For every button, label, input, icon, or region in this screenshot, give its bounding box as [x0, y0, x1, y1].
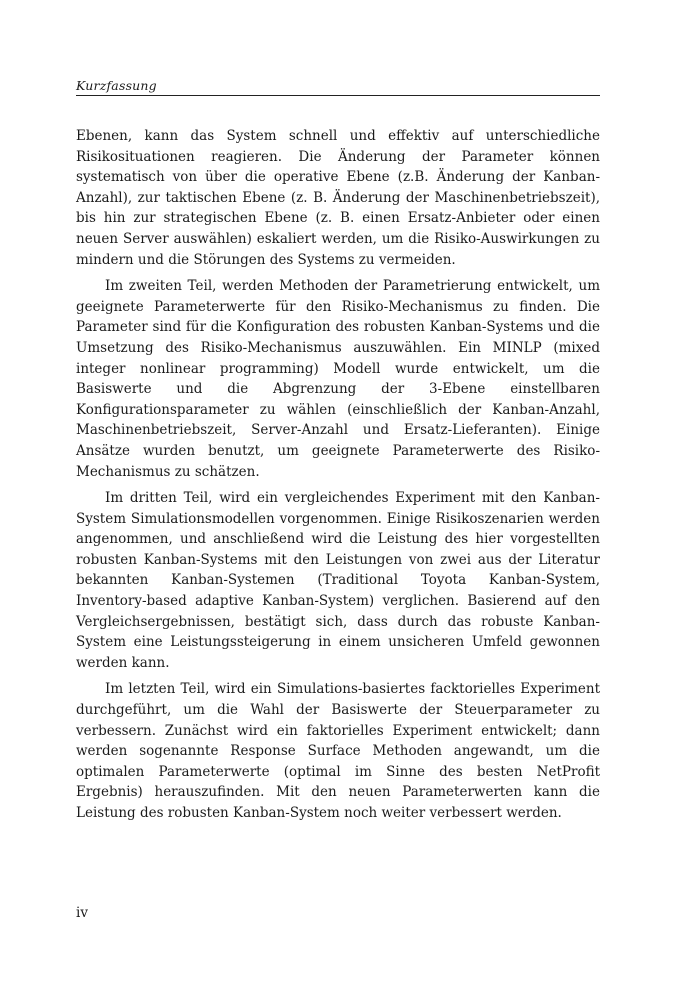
paragraph-2: Im zweiten Teil, werden Methoden der Parametrierung entwickelt, um geeignete Parameterwerte für den Risiko-Mechanismus zu finden. Die Parameter sind für die Konfiguration des robusten Kanban-Systems und die Umsetzung des Risiko-Mechanismus auszuwählen. Ein MINLP (mixed integer nonlinear programming) Modell wurde entwickelt, um die Basiswerte und die Abgrenzung der 3-Ebene einstellbaren Konfigurationsparameter zu wählen (einschließlich der Kanban-Anzahl, Maschinenbetriebszeit, Server-Anzahl und Ersatz-Lieferanten). Einige Ansätze wurden benutzt, um geeignete Parameterwerte des Risiko-Mechanismus zu schätzen.: [76, 278, 600, 480]
running-header-title: Kurzfassung: [76, 78, 157, 93]
header-rule: [76, 95, 600, 96]
page-body: [76, 126, 600, 830]
paragraph-3: Im dritten Teil, wird ein vergleichendes Experiment mit den Kanban-System Simulationsmodellen vorgenommen. Einige Risikoszenarien werden angenommen, und anschließend wird die Leistung des hier vorgestellten robusten Kanban-Systems mit den Leistungen von zwei aus der Literatur bekannten Kanban-Systemen (Traditional Toyota Kanban-System, Inventory-based adaptive Kanban-System) verglichen. Basierend auf den Vergleichsergebnissen, bestätigt sich, dass durch das robuste Kanban-System eine Leistungssteigerung in einem unsicheren Umfeld gewonnen werden kann.: [76, 490, 600, 671]
paragraph-1: Ebenen, kann das System schnell und effektiv auf unterschiedliche Risikosituationen reagieren. Die Änderung der Parameter können systematisch von über die operative Ebene (z.B. Änderung der Kanban-Anzahl), zur taktischen Ebene (z. B. Änderung der Maschinenbetriebszeit), bis hin zur strategischen Ebene (z. B. einen Ersatz-Anbieter oder einen neuen Server auswählen) eskaliert werden, um die Risiko-Auswirkungen zu mindern und die Störungen des Systems zu vermeiden.: [76, 128, 600, 268]
page-number: iv: [76, 905, 88, 921]
paragraph-4: Im letzten Teil, wird ein Simulations-basiertes facktorielles Experiment durchgeführt, um die Wahl der Basiswerte der Steuerparameter zu verbessern. Zunächst wird ein faktorielles Experiment entwickelt; dann werden sogenannte Response Surface Methoden angewandt, um die optimalen Parameterwerte (optimal im Sinne des besten NetProfit Ergebnis) herauszufinden. Mit den neuen Parameterwerten kann die Leistung des robusten Kanban-System noch weiter verbessert werden.: [76, 681, 600, 821]
